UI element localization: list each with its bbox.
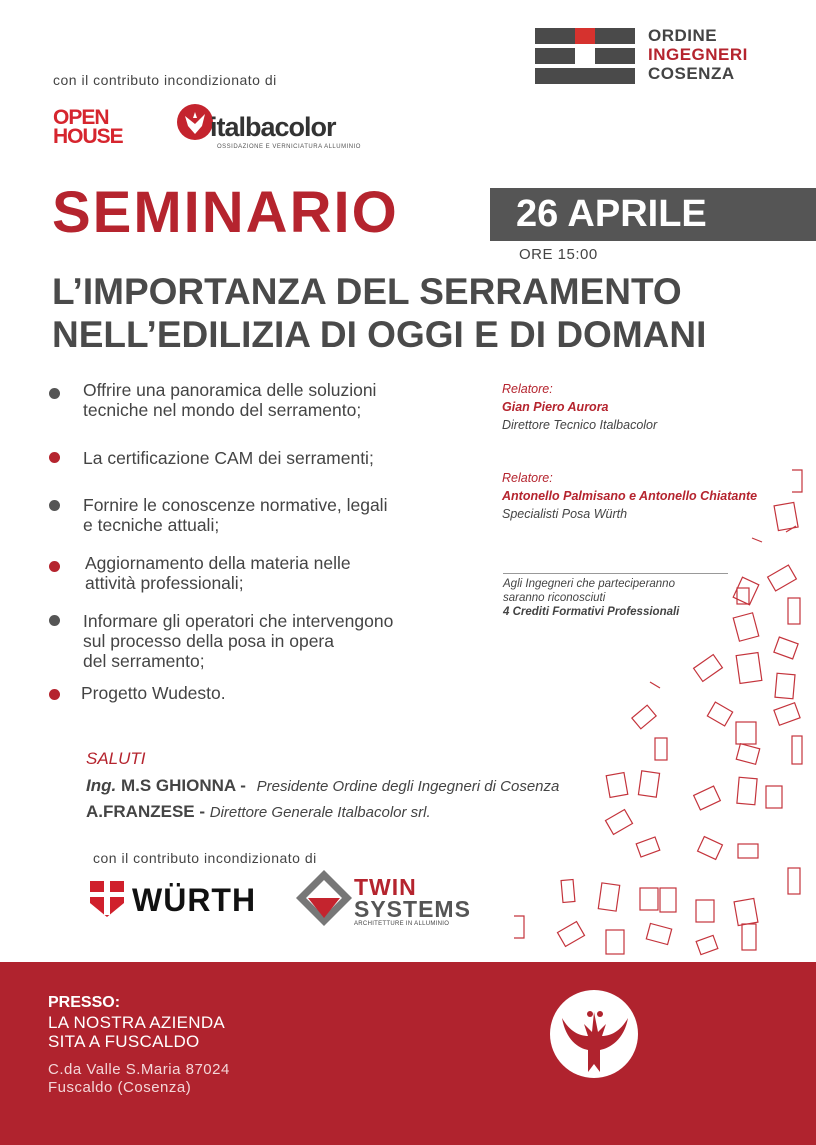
italbacolor-logo: italbacolor <box>210 112 336 142</box>
event-title-line-2: NELL’EDILIZIA DI OGGI E DI DOMANI <box>52 314 707 355</box>
twin-line-2: SYSTEMS <box>354 896 471 922</box>
presso-label: PRESSO: <box>48 994 121 1011</box>
twin-systems-logo <box>354 876 471 920</box>
event-title <box>52 270 706 356</box>
address-line-1: C.da Valle S.Maria 87024 <box>48 1061 230 1078</box>
saluti-separator: - <box>235 776 251 795</box>
saluti-role: Presidente Ordine degli Ingegneri di Cosenza <box>256 778 560 795</box>
eagle-icon <box>548 988 640 1080</box>
bullet-icon <box>49 500 60 511</box>
topic-line: Informare gli operatori che intervengono <box>83 611 394 631</box>
saluti-separator: - <box>194 802 210 821</box>
topic-line: Fornire le conoscenze normative, legali <box>83 495 388 515</box>
wurth-mark-icon <box>90 881 124 917</box>
topic-item <box>83 380 376 420</box>
event-title-line-1: L’IMPORTANZA DEL SERRAMENTO <box>52 271 682 312</box>
speaker-label: Relatore: <box>502 382 553 396</box>
openhouse-line-2: HOUSE <box>53 125 123 148</box>
topic-line: Progetto Wudesto. <box>81 683 226 703</box>
speaker-name: Gian Piero Aurora <box>502 400 609 414</box>
twin-systems-tagline: ARCHITETTURE IN ALLUMINIO <box>354 921 450 927</box>
bullet-icon <box>49 388 60 399</box>
logo-line-3: COSENZA <box>648 64 735 83</box>
openhouse-logo <box>53 108 123 146</box>
ordine-ingegneri-logo <box>648 26 748 83</box>
topic-line: e tecniche attuali; <box>83 515 220 535</box>
place-line-2: SITA A FUSCALDO <box>48 1032 200 1051</box>
twin-systems-mark-icon <box>294 868 354 930</box>
contrib-top-text: con il contributo incondizionato di <box>53 72 277 88</box>
logo-line-1: ORDINE <box>648 26 718 45</box>
topic-item <box>83 448 374 468</box>
topic-line: sul processo della posa in opera <box>83 631 334 651</box>
topic-line: tecniche nel mondo del serramento; <box>83 400 362 420</box>
credits-value: 4 Crediti Formativi Professionali <box>503 606 680 618</box>
saluti-title: SALUTI <box>86 749 146 768</box>
twin-line-1: TWIN <box>354 874 417 900</box>
bullet-icon <box>49 561 60 572</box>
topic-item <box>83 495 387 535</box>
saluti-person <box>86 802 431 822</box>
saluti-name: M.S GHIONNA <box>120 776 236 795</box>
saluti-role: Direttore Generale Italbacolor srl. <box>209 804 431 821</box>
grid-logo-icon <box>535 28 635 86</box>
event-date: 26 APRILE <box>516 193 707 235</box>
speaker-name: Antonello Palmisano e Antonello Chiatante <box>502 489 758 503</box>
credits-line-1: Agli Ingegneri che parteciperanno <box>503 578 675 590</box>
saluti-person <box>86 776 559 796</box>
contrib-bottom-text: con il contributo incondizionato di <box>93 850 317 866</box>
topic-line: attività professionali; <box>85 573 244 593</box>
bullet-icon <box>49 689 60 700</box>
decorative-windows-pattern <box>500 460 816 960</box>
bullet-icon <box>49 615 60 626</box>
topic-line: La certificazione CAM dei serramenti; <box>83 448 374 468</box>
credits-line-2: saranno riconosciuti <box>503 592 606 604</box>
speaker-label: Relatore: <box>502 471 553 485</box>
wurth-logo: WÜRTH <box>132 882 257 918</box>
event-type: SEMINARIO <box>52 180 399 245</box>
topic-line: Offrire una panoramica delle soluzioni <box>83 380 377 400</box>
saluti-prefix: Ing. <box>86 776 121 795</box>
bullet-icon <box>49 452 60 463</box>
place-line-1: LA NOSTRA AZIENDA <box>48 1013 226 1032</box>
italbacolor-tagline: OSSIDAZIONE E VERNICIATURA ALLUMINIO <box>217 144 361 150</box>
openhouse-line-1: OPEN <box>53 106 109 129</box>
topic-line: Aggiornamento della materia nelle <box>85 553 351 573</box>
logo-line-2: INGEGNERI <box>648 45 748 64</box>
topic-line: del serramento; <box>83 651 205 671</box>
topic-item <box>83 611 393 671</box>
speaker-role: Direttore Tecnico Italbacolor <box>502 418 658 432</box>
topic-item <box>81 683 226 703</box>
speaker-role: Specialisti Posa Würth <box>502 507 628 521</box>
topic-item <box>85 553 351 593</box>
saluti-name: A.FRANZESE <box>86 802 195 821</box>
address-line-2: Fuscaldo (Cosenza) <box>48 1079 192 1096</box>
event-time: ORE 15:00 <box>519 246 598 263</box>
speaker-block <box>502 380 657 434</box>
footer-band <box>0 962 816 1145</box>
